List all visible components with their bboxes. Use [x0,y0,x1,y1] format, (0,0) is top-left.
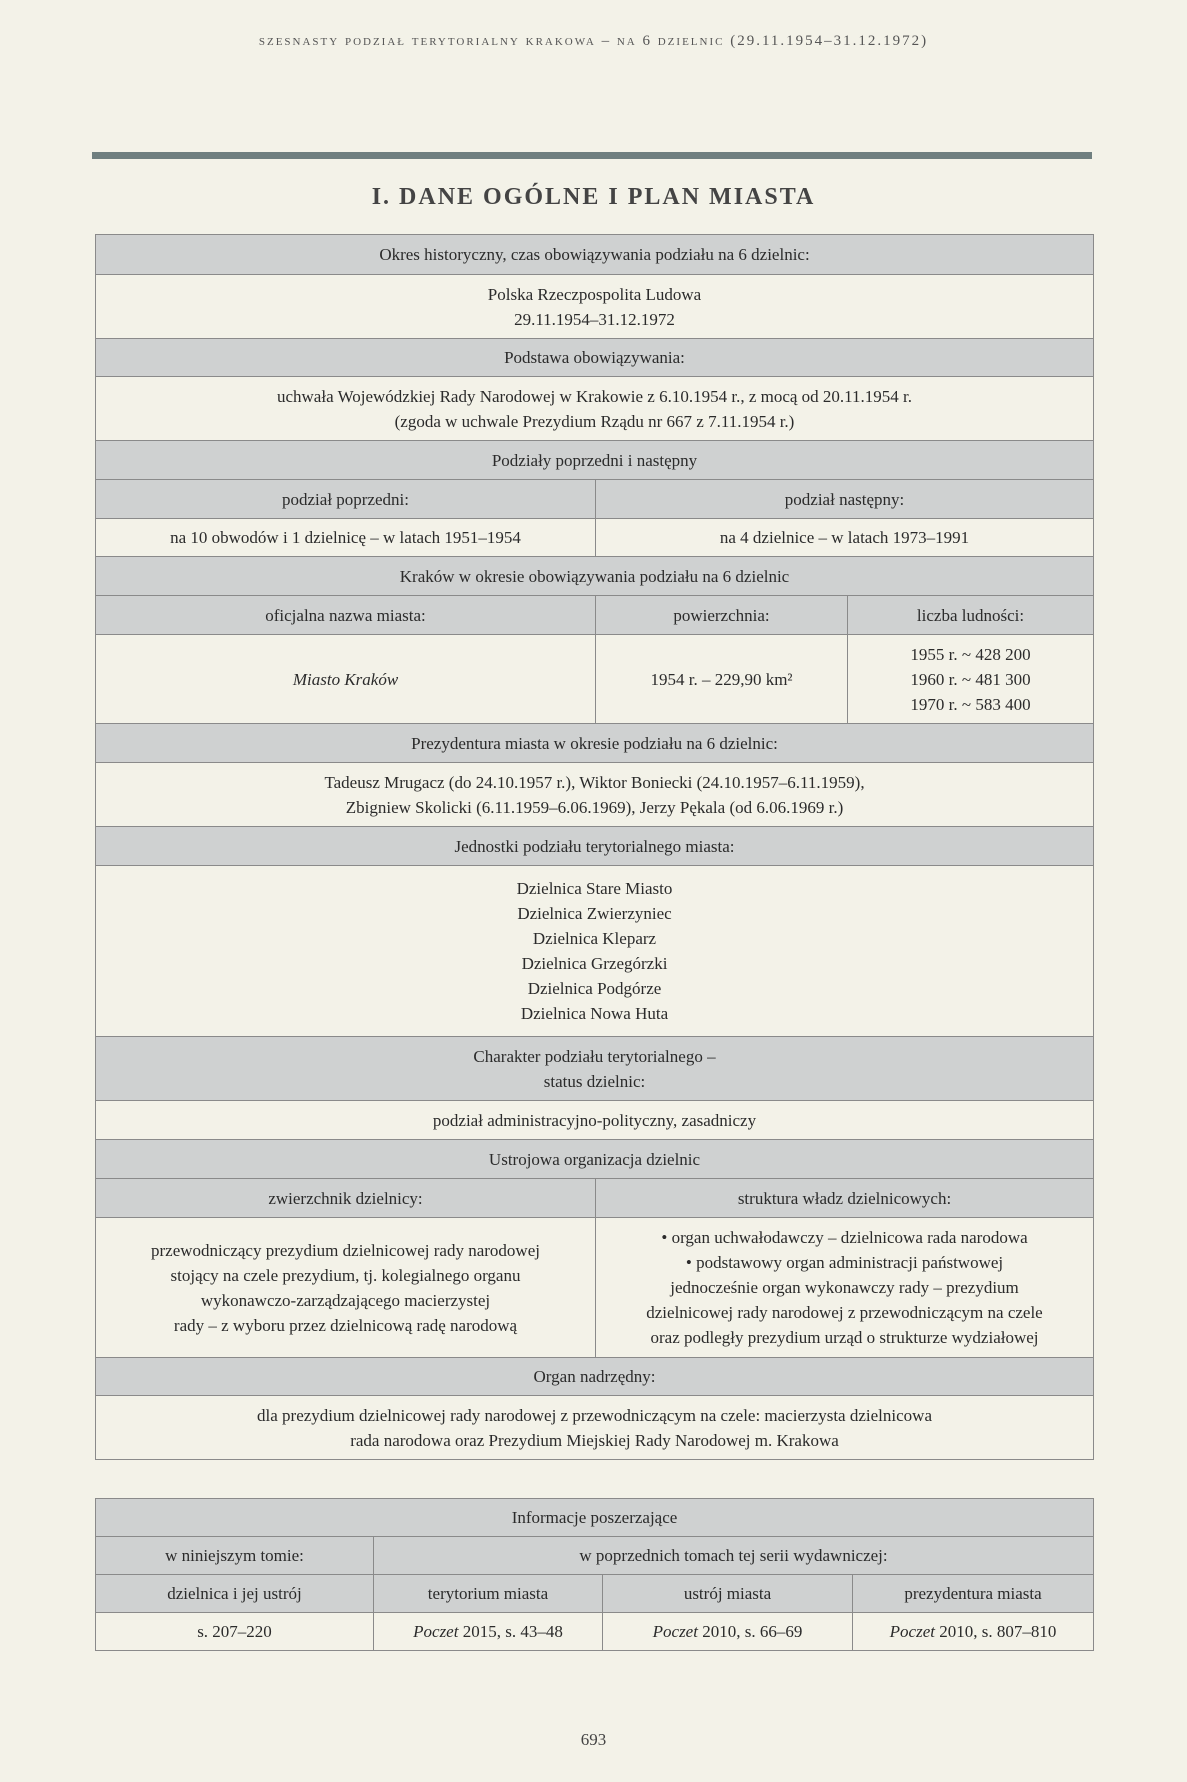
value-district: s. 207–220 [96,1613,374,1651]
organization-header: Ustrojowa organizacja dzielnic [96,1140,1094,1179]
character-header-line-1: Charakter podziału terytorialnego – [473,1046,716,1066]
city-name-value: Miasto Kraków [96,635,596,724]
population-1970: 1970 r. ~ 583 400 [910,694,1031,714]
basis-header: Podstawa obowiązywania: [96,339,1094,377]
structure-line: • organ uchwałodawczy – dzielnicowa rada narodowa [661,1228,1028,1247]
unit-item: Dzielnica Kleparz [532,929,657,948]
column-city-system: ustrój miasta [603,1575,853,1613]
next-division-label: podział następny: [596,480,1094,519]
structure-line: jednocześnie organ wykonawczy rady – prezydium [670,1278,1019,1297]
city-area-label: powierzchnia: [596,596,848,635]
data-table [95,234,1094,1460]
unit-item: Dzielnica Zwierzyniec [517,904,672,923]
chief-line: przewodniczący prezydium dzielnicowej rady narodowej [151,1240,540,1260]
running-header: szesnasty podział terytorialny krakowa – na 6 dzielnic (29.11.1954–31.12.1972) [258,33,929,49]
value-presidency [853,1613,1094,1651]
unit-item: Dzielnica Stare Miasto [516,879,673,898]
unit-item: Dzielnica Nowa Huta [520,1004,669,1023]
superior-cell [96,1396,1094,1460]
presidency-line-2: Zbigniew Skolicki (6.11.1959–6.06.1969), Jerzy Pękala (od 6.06.1969 r.) [345,797,844,817]
poczet-title: Poczet [889,1621,935,1641]
chief-line: stojący na czele prezydium, tj. kolegialnego organu [170,1265,521,1285]
column-territory: terytorium miasta [374,1575,603,1613]
superior-line-1: dla prezydium dzielnicowej rady narodowej z przewodniczącym na czele: macierzysta dzielnicowa [257,1405,932,1425]
city-population-value [848,635,1094,724]
structure-value [596,1218,1094,1358]
character-value: podział administracyjno-polityczny, zasadniczy [96,1101,1094,1140]
city-area-value: 1954 r. – 229,90 km² [596,635,848,724]
structure-line: • podstawowy organ administracji państwowej [685,1253,1004,1272]
character-header-line-2: status dzielnic: [543,1071,646,1091]
period-line-2: 29.11.1954–31.12.1972 [514,309,675,329]
chief-value [96,1218,596,1358]
unit-item: Dzielnica Podgórze [527,979,662,998]
extended-header: Informacje poszerzające [96,1499,1094,1537]
presidency-cell [96,763,1094,827]
basis-cell [96,377,1094,441]
previous-volumes-label: w poprzednich tomach tej serii wydawniczej: [374,1537,1094,1575]
city-population-label: liczba ludności: [848,596,1094,635]
column-district: dzielnica i jej ustrój [96,1575,374,1613]
poczet-title: Poczet [413,1621,459,1641]
character-header [96,1037,1094,1101]
period-line-1: Polska Rzeczpospolita Ludowa [487,284,702,304]
this-volume-label: w niniejszym tomie: [96,1537,374,1575]
population-1955: 1955 r. ~ 428 200 [910,644,1031,664]
units-header: Jednostki podziału terytorialnego miasta: [96,827,1094,866]
presidency-header: Prezydentura miasta w okresie podziału na 6 dzielnic: [96,724,1094,763]
reference-pages: 2010, s. 66–69 [697,1621,803,1641]
divisions-header: Podziały poprzedni i następny [96,441,1094,480]
next-division-value: na 4 dzielnice – w latach 1973–1991 [596,519,1094,557]
superior-line-2: rada narodowa oraz Prezydium Miejskiej Rady Narodowej m. Krakowa [350,1430,839,1450]
section-title: I. DANE OGÓLNE I PLAN MIASTA [371,184,816,210]
chief-line: wykonawczo-zarządzającego macierzystej [200,1290,491,1310]
superior-header: Organ nadrzędny: [96,1358,1094,1396]
population-1960: 1960 r. ~ 481 300 [910,669,1031,689]
presidency-line-1: Tadeusz Mrugacz (do 24.10.1957 r.), Wiktor Boniecki (24.10.1957–6.11.1959), [324,772,865,792]
chief-line: rady – z wyboru przez dzielnicową radę narodową [173,1315,518,1335]
prev-division-label: podział poprzedni: [96,480,596,519]
column-presidency: prezydentura miasta [853,1575,1094,1613]
period-cell [96,275,1094,339]
structure-line: oraz podległy prezydium urząd o strukturze wydziałowej [650,1328,1039,1347]
basis-line-2: (zgoda w uchwale Prezydium Rządu nr 667 z 7.11.1954 r.) [394,411,795,431]
top-rule [92,152,1092,159]
prev-division-value: na 10 obwodów i 1 dzielnicę – w latach 1951–1954 [96,519,596,557]
page-number: 693 [580,1730,607,1749]
structure-label: struktura władz dzielnicowych: [596,1179,1094,1218]
basis-line-1: uchwała Wojewódzkiej Rady Narodowej w Krakowie z 6.10.1954 r., z mocą od 20.11.1954 r. [276,386,913,406]
units-list [96,866,1094,1037]
extended-info-table [95,1498,1094,1651]
structure-line: dzielnicowej rady narodowej z przewodniczącym na czele [646,1303,1043,1322]
reference-pages: 2015, s. 43–48 [458,1621,563,1641]
reference-pages: 2010, s. 807–810 [934,1621,1057,1641]
poczet-title: Poczet [652,1621,698,1641]
chief-label: zwierzchnik dzielnicy: [96,1179,596,1218]
value-city-system [603,1613,853,1651]
city-header: Kraków w okresie obowiązywania podziału na 6 dzielnic [96,557,1094,596]
city-name-label: oficjalna nazwa miasta: [96,596,596,635]
value-territory [374,1613,603,1651]
period-header: Okres historyczny, czas obowiązywania podziału na 6 dzielnic: [96,235,1094,275]
unit-item: Dzielnica Grzegórzki [521,954,668,973]
